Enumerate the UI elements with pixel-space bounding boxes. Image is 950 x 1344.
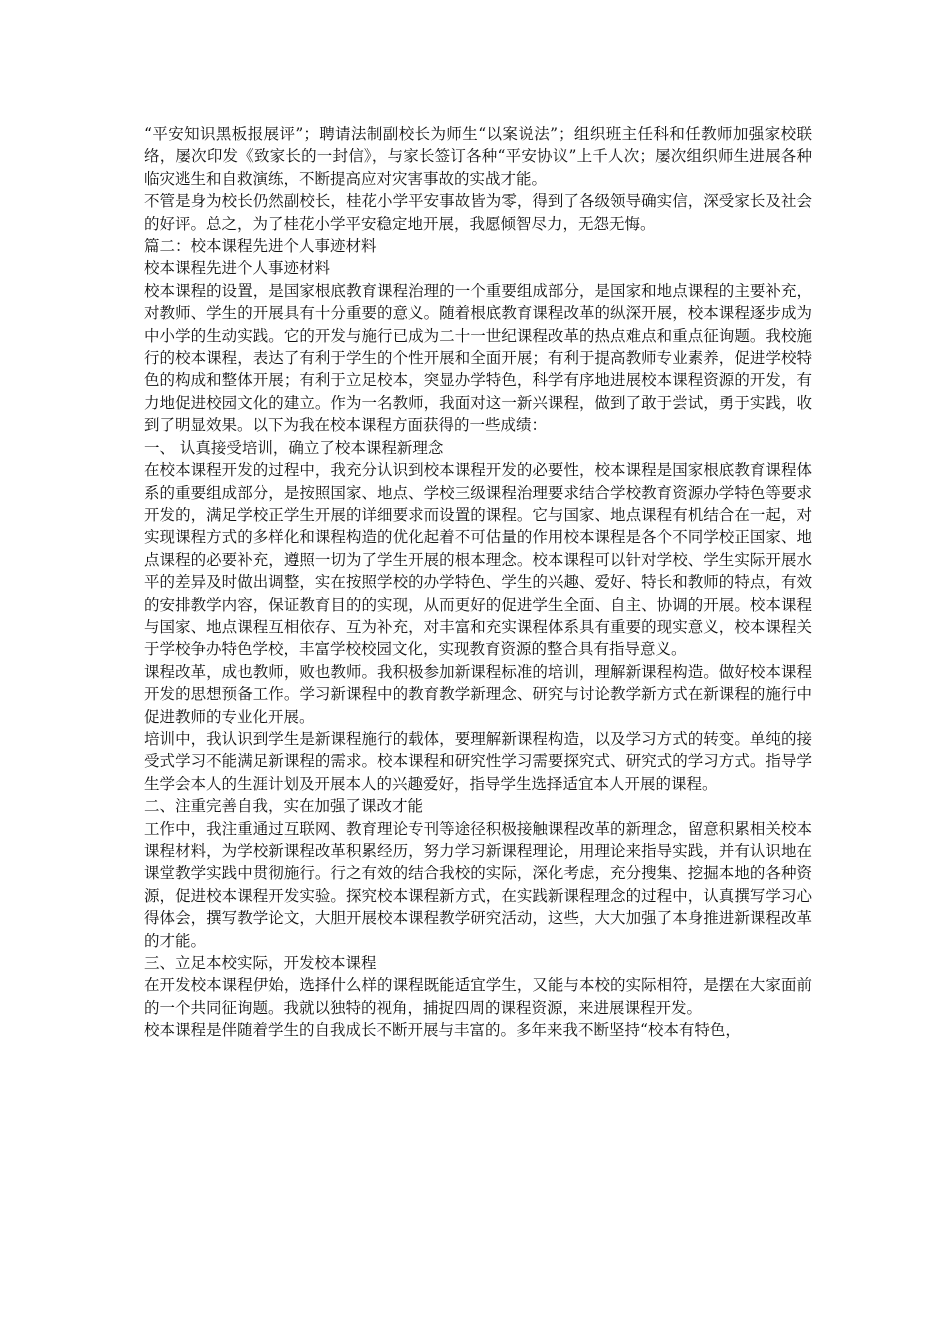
section-heading-two: 二、注重完善自我，实在加强了课改才能 <box>144 797 424 816</box>
paragraph-section-three-body: 在开发校本课程伊始，选择什么样的课程既能适宜学生，又能与本校的实际相符，是摆在大家面前的一个共同征询题。我就以独特的视角，捕捉四周的课程资源，来进展课程开发。 <box>144 976 812 1017</box>
paragraph-safety-summary: 不管是身为校长仍然副校长，桂花小学平安事故皆为零，得到了各级领导确实信，深受家长及社会的好评。总之，为了桂花小学平安稳定地开展，我愿倾智尽力，无怨无悔。 <box>144 192 812 233</box>
paragraph-intro: 校本课程的设置，是国家根底教育课程治理的一个重要组成部分，是国家和地点课程的主要补充，对教师、学生的开展具有十分重要的意义。随着根底教育课程改革的纵深开展，校本课程逐步成为中小学的生动实践。它的开发与施行已成为二十一世纪课程改革的热点难点和重点征询题。我校施行的校本课程，表达了有利于学生的个性开展和全面开展；有利于提高教师专业素养，促进学校特色的构成和整体开展；有利于立足校本，突显办学特色，科学有序地进展校本课程资源的开发，有力地促进校园文化的建立。作为一名教师，我面对这一新兴课程，做到了敢于尝试，勇于实践，收到了明显效果。以下为我在校本课程方面获得的一些成绩： <box>144 281 812 435</box>
section-heading-one: 一、 认真接受培训，确立了校本课程新理念 <box>144 438 444 457</box>
document-page <box>144 123 812 1042</box>
paragraph-curriculum-reform: 课程改革，成也教师，败也教师。我积极参加新课程标准的培训，理解新课程构造。做好校本课程开发的思想预备工作。学习新课程中的教育教学新理念、研究与讨论教学新方式在新课程的施行中促进教师的专业化开展。 <box>144 662 812 726</box>
paragraph-training: 培训中，我认识到学生是新课程施行的载体，要理解新课程构造，以及学习方式的转变。单纯的接受式学习不能满足新课程的需求。校本课程和研究性学习需要探究式、研究式的学习方式。指导学生学会本人的生涯计划及开展本人的兴趣爱好，指导学生选择适宜本人开展的课程。 <box>144 729 812 793</box>
paragraph-safety-activities: “平安知识黑板报展评”；聘请法制副校长为师生“以案说法”；组织班主任科和任教师加强家校联络，屡次印发《致家长的一封信》，与家长签订各种“平安协议”上千人次；屡次组织师生进展各种临灾逃生和自救演练，不断提高应对灾害事故的实战才能。 <box>144 125 812 188</box>
section-heading-part-two: 篇二：校本课程先进个人事迹材料 <box>144 237 377 256</box>
paragraph-section-three-continued: 校本课程是伴随着学生的自我成长不断开展与丰富的。多年来我不断坚持“校本有特色， <box>144 1021 741 1040</box>
paragraph-section-two-body: 工作中，我注重通过互联网、教育理论专刊等途径积极接触课程改革的新理念，留意积累相关校本课程材料，为学校新课程改革积累经历，努力学习新课程理论，用理论来指导实践，并有认识地在课堂教学实践中贯彻施行。行之有效的结合我校的实际，深化考虑，充分搜集、挖掘本地的各种资源，促进校本课程开发实验。探究校本课程新方式，在实践新课程理念的过程中，认真撰写学习心得体会，撰写教学论文，大胆开展校本课程教学研究活动，这些，大大加强了本身推进新课程改革的才能。 <box>144 819 812 950</box>
document-subtitle: 校本课程先进个人事迹材料 <box>144 259 331 278</box>
paragraph-section-one-body: 在校本课程开发的过程中，我充分认识到校本课程开发的必要性，校本课程是国家根底教育课程体系的重要组成部分，是按照国家、地点、学校三级课程治理要求结合学校教育资源办学特色等要求开发的，满足学校正学生开展的详细要求而设置的课程。它与国家、地点课程有机结合在一起，对实现课程方式的多样化和课程构造的优化起着不可估量的作用校本课程是各个不同学校正国家、地点课程的必要补充，遵照一切为了学生开展的根本理念。校本课程可以针对学校、学生实际开展水平的差异及时做出调整，实在按照学校的办学特色、学生的兴趣、爱好、特长和教师的特点，有效的安排教学内容，保证教育目的的实现，从而更好的促进学生全面、自主、协调的开展。校本课程与国家、地点课程互相依存、互为补充，对丰富和充实课程体系具有重要的现实意义，校本课程关于学校争办特色学校，丰富学校校园文化，实现教育资源的整合具有指导意义。 <box>144 461 812 659</box>
section-heading-three: 三、立足本校实际，开发校本课程 <box>144 954 377 973</box>
